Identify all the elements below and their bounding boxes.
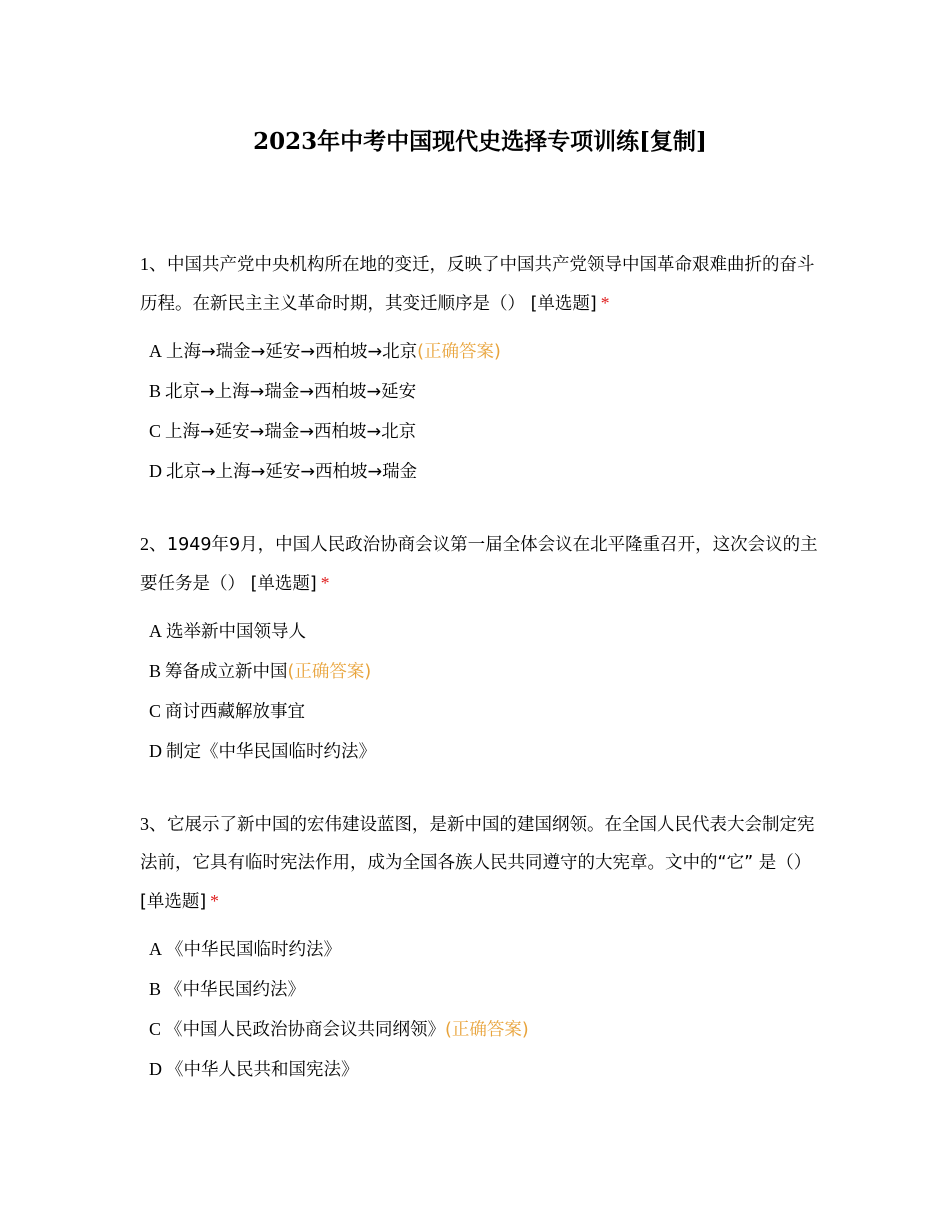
required-mark: * [320,573,330,593]
option-text: 筹备成立新中国 [165,662,288,682]
question-type: [单选题] [250,574,317,594]
option-list [140,331,820,491]
option-list [140,611,820,771]
required-mark: * [600,293,610,313]
option-d[interactable] [149,451,820,491]
option-letter: A [149,939,162,959]
question-1 [140,245,820,491]
option-letter: B [149,381,162,401]
option-text: 《中华人民共和国宪法》 [166,1060,359,1080]
question-stem [140,245,820,323]
option-d[interactable] [149,731,820,771]
option-text: 《中国人民政治协商会议共同纲领》 [165,1020,446,1040]
option-letter: C [149,421,162,441]
question-type: [单选题] [140,892,207,912]
option-letter: C [149,701,162,721]
option-text: 商讨西藏解放事宜 [165,702,306,722]
correct-answer-label: (正确答案) [417,342,501,362]
option-text: 北京→上海→延安→西柏坡→瑞金 [166,462,418,482]
option-letter: C [149,1019,162,1039]
option-b[interactable] [149,969,820,1009]
option-text: 《中华民国临时约法》 [166,940,341,960]
option-letter: B [149,661,162,681]
option-text: 上海→延安→瑞金→西柏坡→北京 [165,422,417,442]
question-text: 它展示了新中国的宏伟建设蓝图，是新中国的建国纲领。在全国人民代表大会制定宪法前，它具有临时宪法作用，成为全国各族人民共同遵守的大宪章。文中的“它” 是（） [140,815,815,873]
option-letter: A [149,341,162,361]
correct-answer-label: (正确答案) [445,1020,529,1040]
question-number: 1、 [140,254,167,274]
option-c[interactable] [149,691,820,731]
option-a[interactable] [149,331,820,371]
question-type: [单选题] [530,294,597,314]
option-b[interactable] [149,651,820,691]
option-letter: D [149,741,162,761]
question-number: 3、 [140,814,167,834]
question-2 [140,525,820,771]
question-text: 中国共产党中央机构所在地的变迁，反映了中国共产党领导中国革命艰难曲折的奋斗历程。在新民主主义革命时期，其变迁顺序是（） [140,255,815,314]
option-text: 选举新中国领导人 [166,622,306,642]
option-b[interactable] [149,371,820,411]
option-text: 北京→上海→瑞金→西柏坡→延安 [165,382,417,402]
option-c[interactable] [149,411,820,451]
option-text: 《中华民国约法》 [165,980,306,1000]
required-mark: * [210,891,219,911]
question-number: 2、 [140,534,167,554]
option-letter: A [149,621,162,641]
option-letter: B [149,979,162,999]
option-list [140,929,820,1089]
question-stem [140,805,820,921]
option-text: 制定《中华民国临时约法》 [166,742,376,762]
question-3 [140,805,820,1089]
option-text: 上海→瑞金→延安→西柏坡→北京 [166,342,418,362]
question-stem [140,525,820,603]
option-letter: D [149,461,162,481]
page-title: 2023年中考中国现代史选择专项训练[复制] [253,128,707,156]
question-text: 1949年9月，中国人民政治协商会议第一届全体会议在北平隆重召开，这次会议的主要任务是（） [140,535,818,594]
option-d[interactable] [149,1049,820,1089]
option-c[interactable] [149,1009,820,1049]
option-a[interactable] [149,929,820,969]
correct-answer-label: (正确答案) [287,662,372,682]
option-a[interactable] [149,611,820,651]
option-letter: D [149,1059,162,1079]
